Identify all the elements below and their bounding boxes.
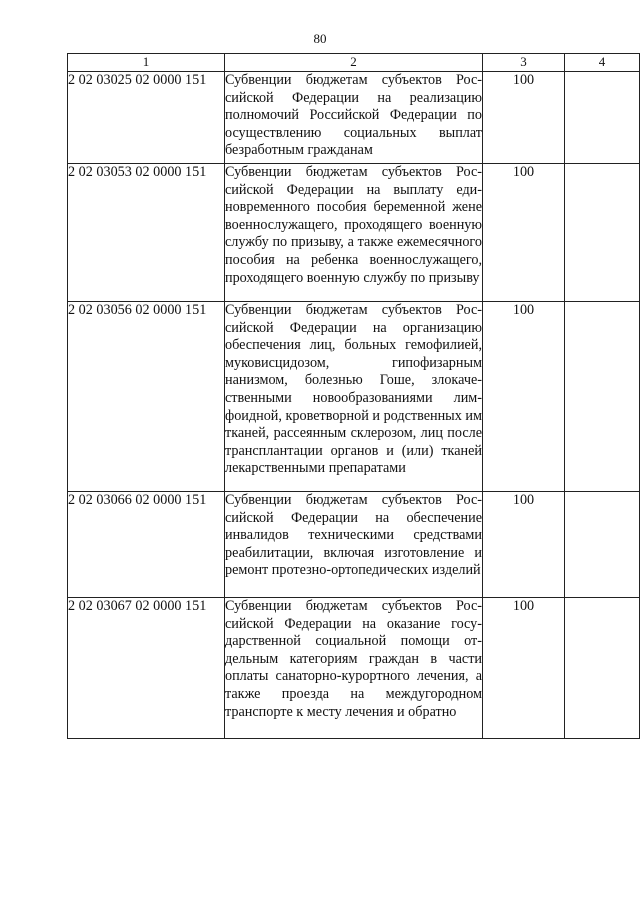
header-col-1: 1 xyxy=(68,54,225,72)
budget-code: 2 02 03025 02 0000 151 xyxy=(68,72,225,164)
table-row xyxy=(68,598,640,739)
page-number: 80 xyxy=(313,31,327,46)
row-col4 xyxy=(565,302,640,492)
table-row xyxy=(68,164,640,302)
row-value: 100 xyxy=(483,492,565,598)
row-col4 xyxy=(565,164,640,302)
row-description: Субвенции бюджетам субъектов Российской Федерации на организацию обеспечения лиц, больных гемофилией, муковисцидозом, гипофизарным нанизмом, болезнью Гоше, злокачественными новообразованиями лимфоидной, кроветворной и родственных им тканей, рассеянным склерозом, лиц после трансплантации органов и (или) тканей лекарственными препаратами xyxy=(225,302,483,492)
budget-code: 2 02 03056 02 0000 151 xyxy=(68,302,225,492)
table-row xyxy=(68,72,640,164)
row-description: Субвенции бюджетам субъектов Российской Федерации на выплату единовременного пособия беременной жене военнослужащего, проходящего военную службу по призыву, а также ежемесячного пособия на ребенка военнослужащего, проходящего военную службу по призыву xyxy=(225,164,483,302)
budget-table xyxy=(67,53,640,739)
row-value: 100 xyxy=(483,598,565,739)
row-col4 xyxy=(565,492,640,598)
row-description: Субвенции бюджетам субъектов Российской Федерации на оказание государственной социальной помощи отдельным категориям граждан в части оплаты санаторно-курортного лечения, а также проезда на междугородном транспорте к месту лечения и обратно xyxy=(225,598,483,739)
header-col-2: 2 xyxy=(225,54,483,72)
row-value: 100 xyxy=(483,72,565,164)
table-row xyxy=(68,492,640,598)
row-value: 100 xyxy=(483,164,565,302)
budget-code: 2 02 03067 02 0000 151 xyxy=(68,598,225,739)
row-value: 100 xyxy=(483,302,565,492)
budget-code: 2 02 03053 02 0000 151 xyxy=(68,164,225,302)
header-row xyxy=(68,54,640,72)
row-col4 xyxy=(565,72,640,164)
row-description: Субвенции бюджетам субъектов Российской Федерации на обеспечение инвалидов техническими средствами реабилитации, включая изготовление и ремонт протезно-ортопедических изделий xyxy=(225,492,483,598)
row-col4 xyxy=(565,598,640,739)
header-col-3: 3 xyxy=(483,54,565,72)
table-row xyxy=(68,302,640,492)
row-description: Субвенции бюджетам субъектов Российской Федерации на реализацию полномочий Российской Федерации по осуществлению социальных выплат безработным гражданам xyxy=(225,72,483,164)
budget-code: 2 02 03066 02 0000 151 xyxy=(68,492,225,598)
header-col-4: 4 xyxy=(565,54,640,72)
